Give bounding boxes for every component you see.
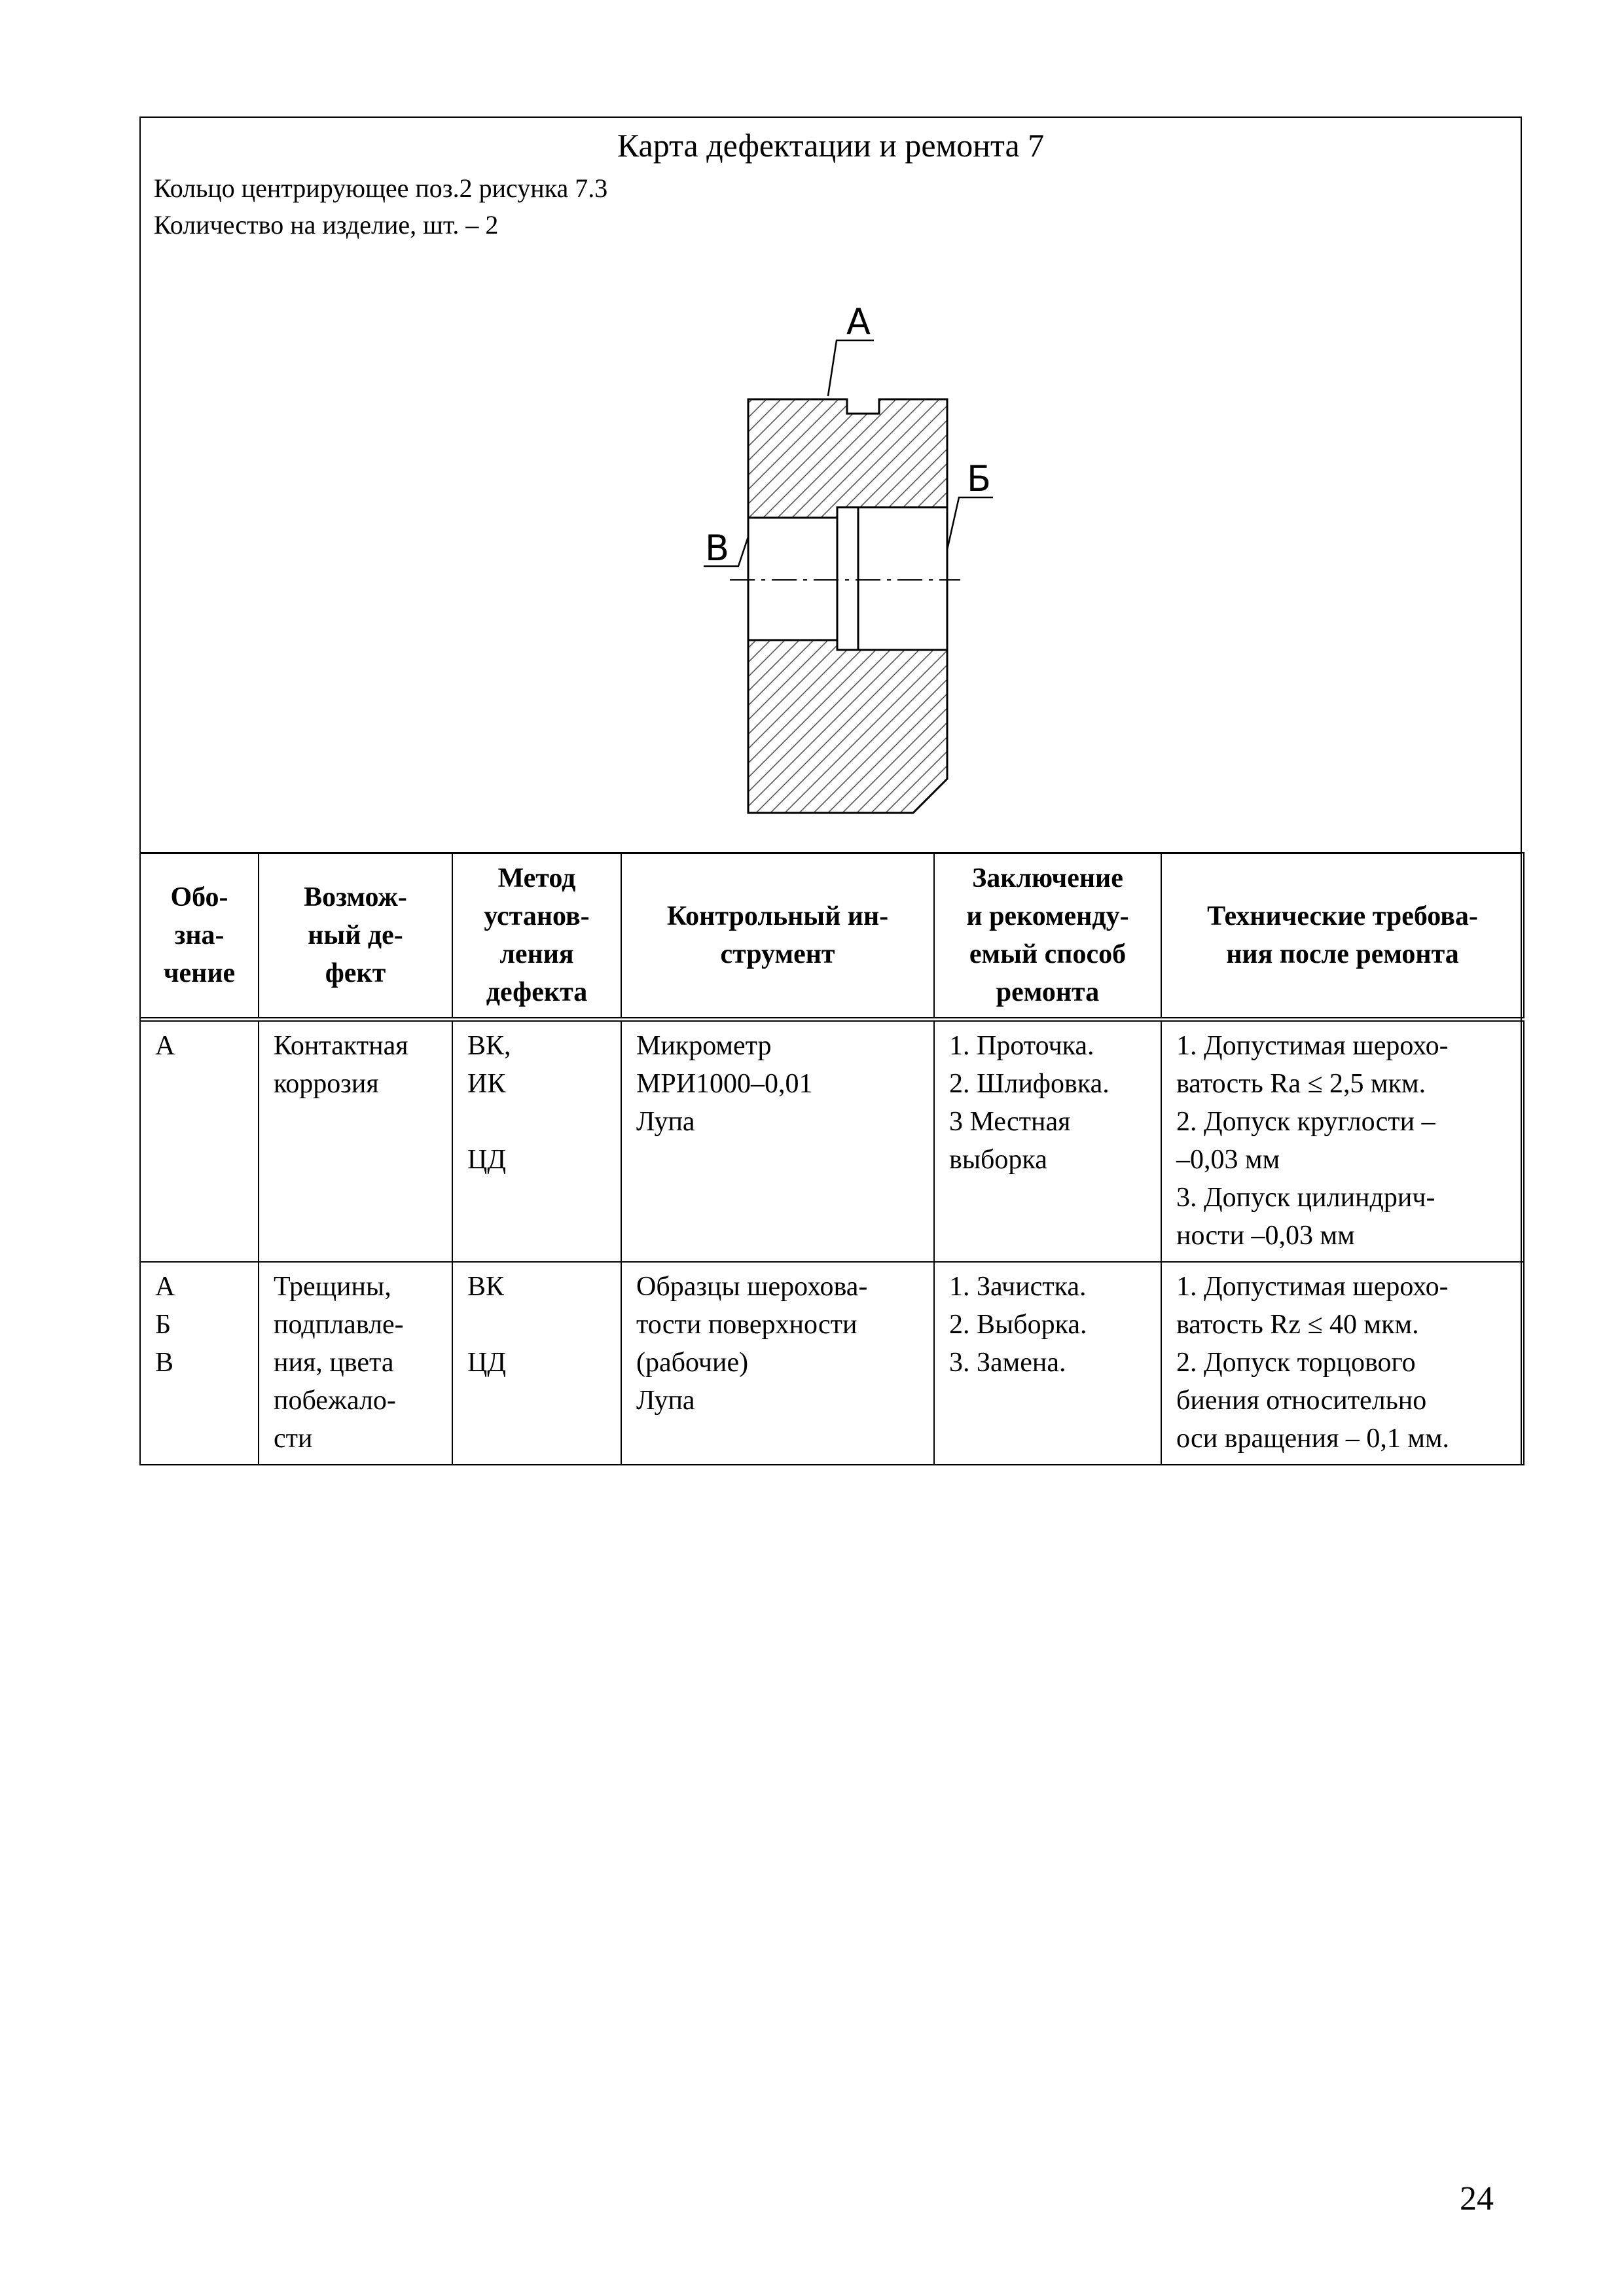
table-header-row [140, 853, 1524, 1020]
leader-a [828, 340, 874, 396]
part-drawing [141, 118, 1523, 852]
card-header [141, 118, 1521, 854]
upper-section-hatch [748, 399, 947, 518]
header-defect: Возмож- ный де- фект [259, 853, 452, 1020]
repair-cell: 1. Зачистка. 2. Выборка. 3. Замена. [934, 1262, 1161, 1465]
quantity-line: Количество на изделие, шт. – 2 [154, 210, 499, 240]
card-title: Карта дефектации и ремонта 7 [617, 127, 1045, 164]
lower-section-hatch [748, 640, 947, 813]
header-method: Метод установ- ления дефекта [452, 853, 621, 1020]
defect-card [139, 117, 1522, 1465]
method-cell: ВК ЦД [452, 1262, 621, 1465]
header-requirements: Технические требова- ния после ремонта [1161, 853, 1524, 1020]
instrument-cell: Микрометр МРИ1000–0,01 Лупа [621, 1020, 934, 1263]
table-row [140, 1262, 1524, 1465]
header-designation: Обо- зна- чение [140, 853, 259, 1020]
method-cell: ВК, ИК ЦД [452, 1020, 621, 1263]
instrument-cell: Образцы шерохова- тости поверхности (рабочие) Лупа [621, 1262, 934, 1465]
requirements-cell: 1. Допустимая шерохо- ватость Ra ≤ 2,5 мкм. 2. Допуск круглости – –0,03 мм 3. Допуск цилиндрич- ности –0,03 мм [1161, 1020, 1524, 1263]
defect-cell: Трещины, подплавле- ния, цвета побежало- сти [259, 1262, 452, 1465]
part-line: Кольцо центрирующее поз.2 рисунка 7.3 [154, 173, 608, 203]
defect-cell: Контактная коррозия [259, 1020, 452, 1263]
defects-table [139, 852, 1525, 1465]
table-row [140, 1020, 1524, 1263]
page-number: 24 [1460, 2180, 1494, 2217]
designation-cell: А Б В [140, 1262, 259, 1465]
requirements-cell: 1. Допустимая шерохо- ватость Rz ≤ 40 мкм. 2. Допуск торцового биения относительно оси вращения – 0,1 мм. [1161, 1262, 1524, 1465]
header-instrument: Контрольный ин- струмент [621, 853, 934, 1020]
leader-b [947, 497, 993, 550]
repair-cell: 1. Проточка. 2. Шлифовка. 3 Местная выборка [934, 1020, 1161, 1263]
header-repair: Заключение и рекоменду- емый способ ремонта [934, 853, 1161, 1020]
label-v: В [705, 528, 730, 569]
designation-cell: А [140, 1020, 259, 1263]
label-b: Б [967, 458, 992, 499]
label-a: А [846, 301, 871, 342]
